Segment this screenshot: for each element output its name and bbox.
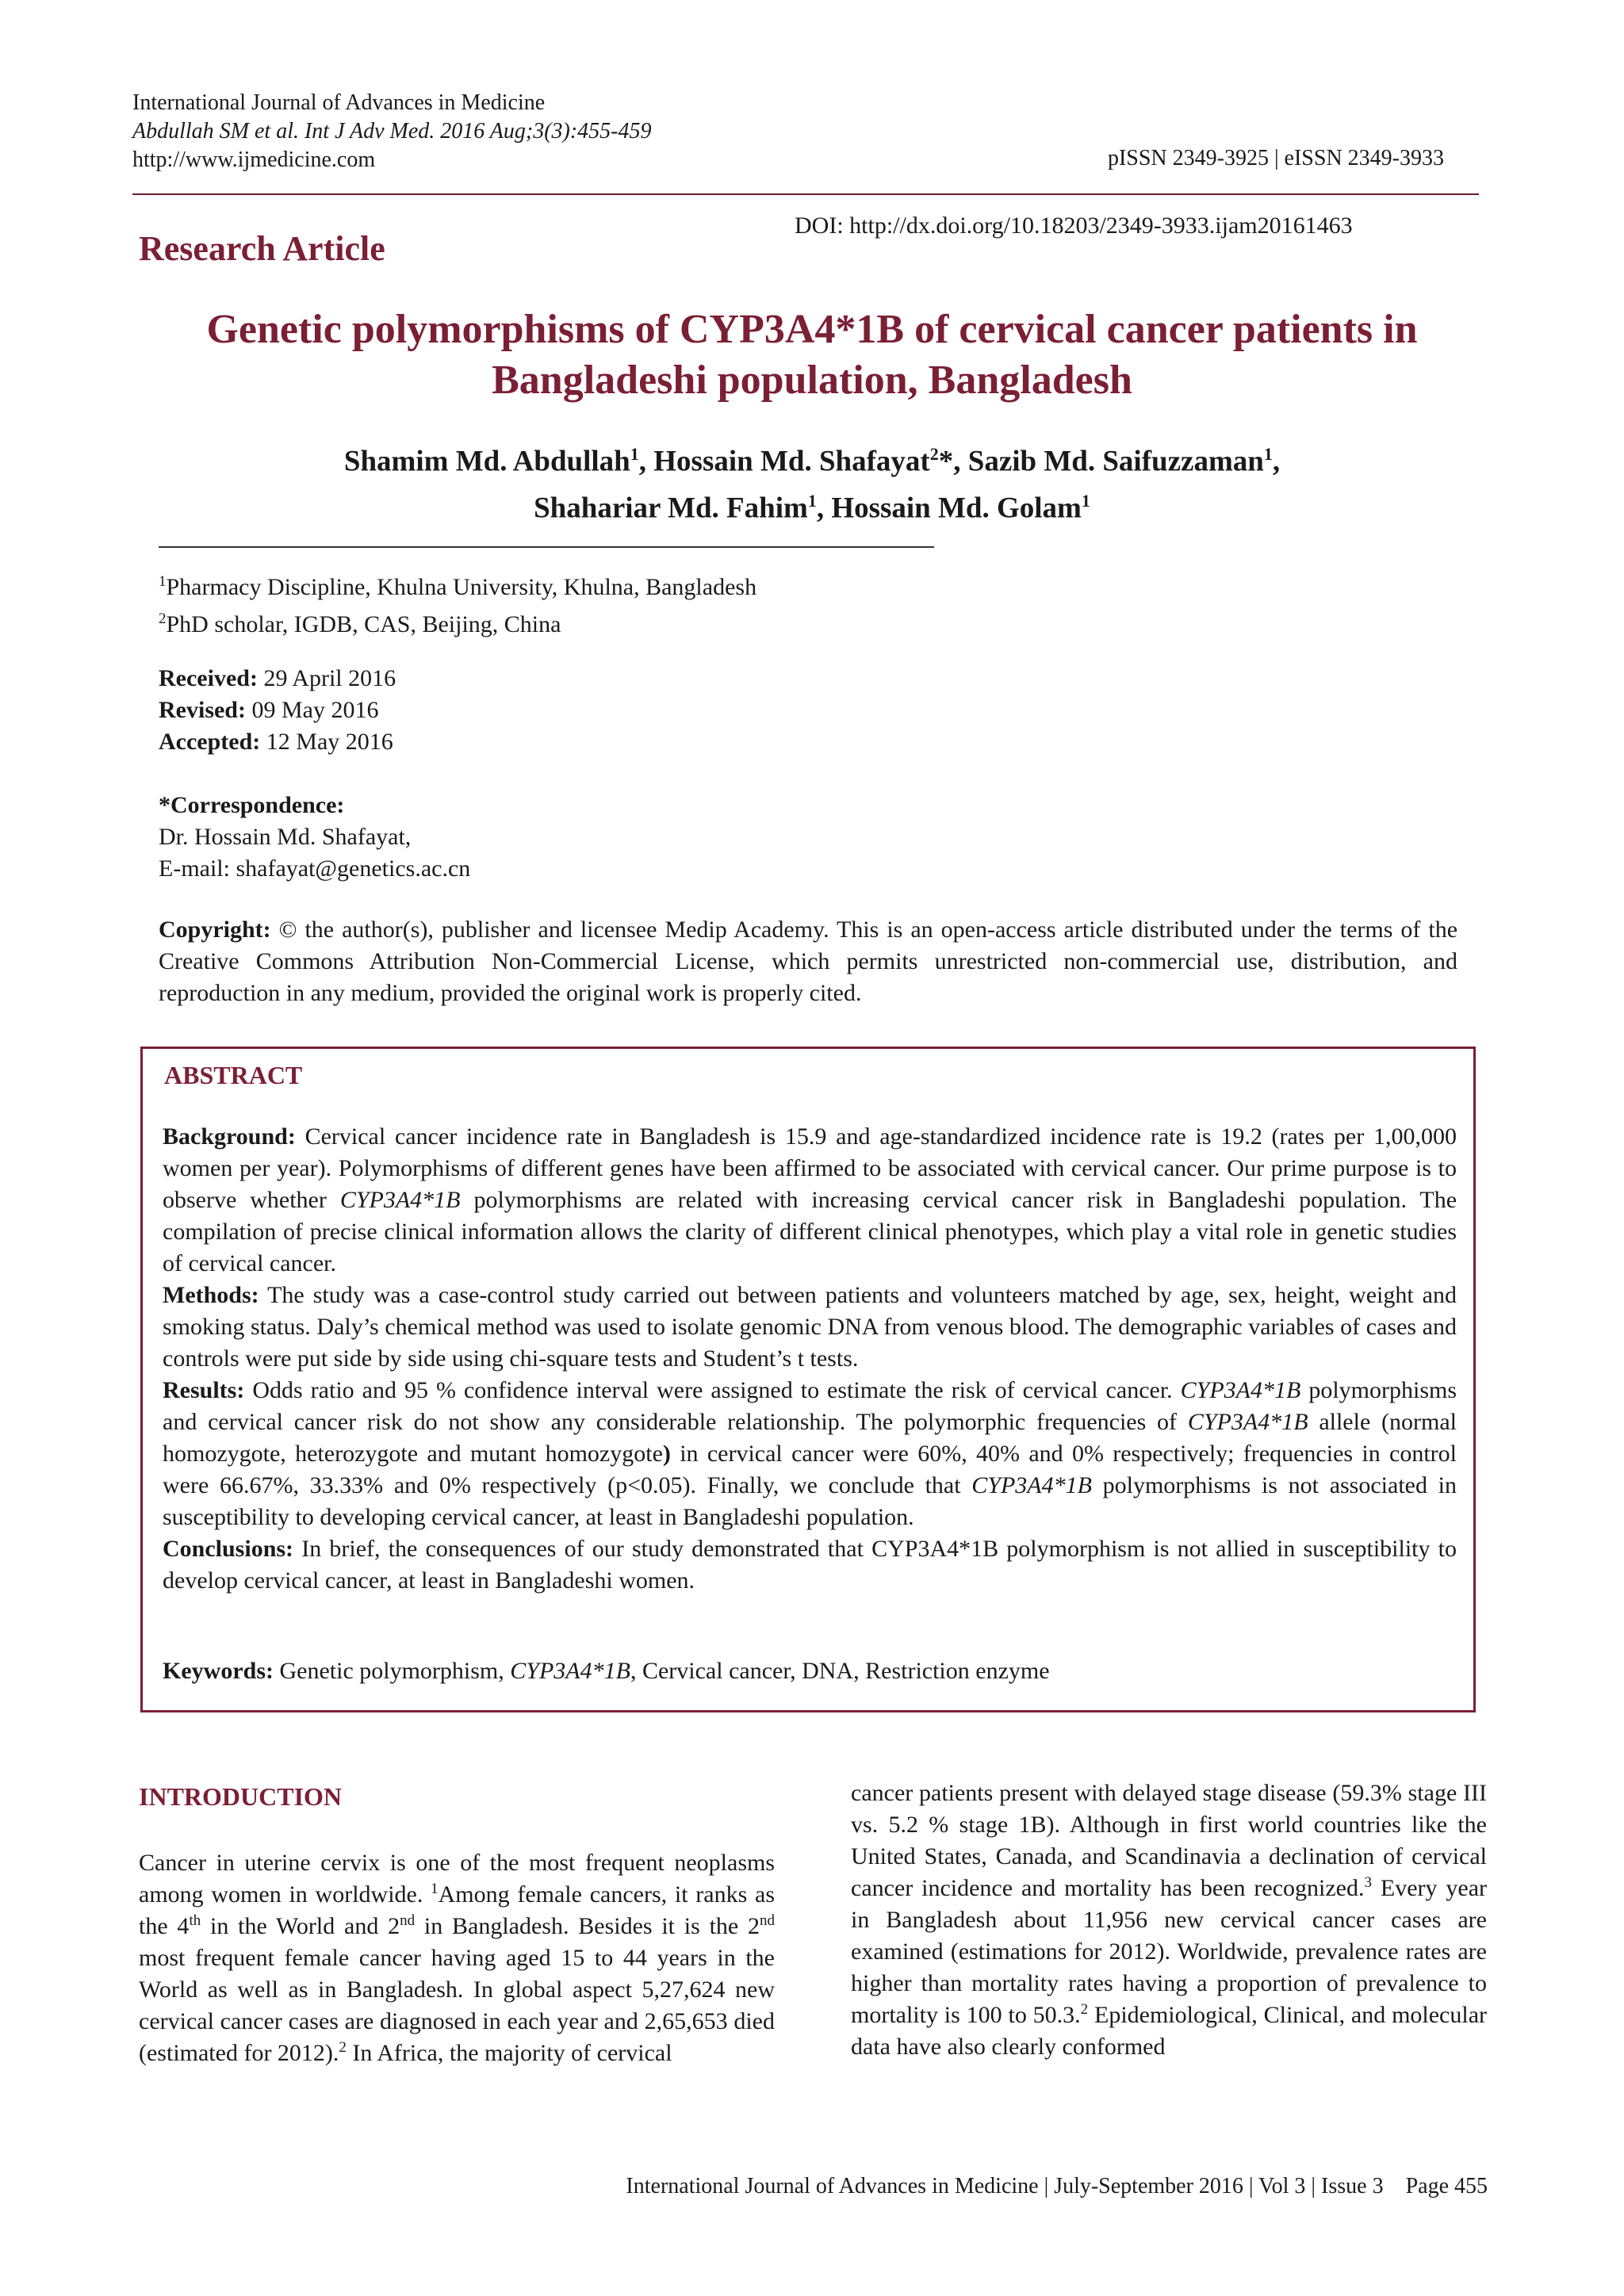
author-name: Shamim Md. Abdullah [343,445,630,478]
abstract-conclusions [163,1533,1457,1597]
citation: Abdullah SM et al. Int J Adv Med. 2016 Aug;3(3):455-459 [132,119,652,144]
journal-url[interactable]: http://www.ijmedicine.com [132,147,376,172]
issn: pISSN 2349-3925 | eISSN 2349-3933 [1107,146,1444,170]
received-date [159,663,396,695]
citation-ref[interactable]: 2 [1080,2001,1089,2018]
introduction-right-column [851,1777,1487,2063]
intro-text: Among female cancers, it ranks as the 4 [139,1881,775,1939]
affiliation-text: Pharmacy Discipline, Khulna University, Khulna, Bangladesh [166,574,757,600]
keywords-text-1: Genetic polymorphism, [279,1658,504,1684]
gene-name: CYP3A4*1B [1180,1377,1301,1403]
correspondence-name: Dr. Hossain Md. Shafayat, [159,824,412,850]
affiliation-number: 2 [159,610,167,627]
author-affiliation-mark: 1 [630,444,639,464]
accepted-value: 12 May 2016 [266,729,393,755]
author-name: Sazib Md. Saifuzzaman [967,445,1264,478]
intro-text: In Africa, the majority of cervical [352,2040,672,2066]
paper-title [95,304,1529,406]
superscript-nd: nd [400,1912,416,1929]
background-text-1: Cervical cancer incidence rate in Bangladesh is 15.9 and age-standardized incidence rate is 19.2 (rates per 1,00,000 women per year). Polymorphisms of different genes have been affirmed to be associated with cervical cancer. Our prime purpose is to observe whether [163,1123,1457,1213]
authors-line-1: Shamim Md. Abdullah$^1$, Hossain Md. Shafayat$^2$*, Sazib Md. Saifuzzaman$^1$, [343,444,1281,478]
affiliation-text: PhD scholar, IGDB, CAS, Beijing, China [166,611,561,637]
received-value: 29 April 2016 [263,665,396,691]
affiliations [159,566,756,641]
superscript-nd: nd [760,1912,776,1929]
abstract-body [163,1121,1457,1597]
intro-text: most frequent female cancer having aged 15 to 44 years in the World as well as in Bangladesh. In global aspect 5,27,624 new cervical cancer cases are diagnosed in each year and 2,65,653 died (estimated for 2012). [139,1945,775,2066]
introduction-left-column [139,1847,775,2069]
results-text-5: polymorphisms is not associated in susceptibility to developing cervical cancer, at least in Bangladeshi population. [163,1472,1457,1530]
correspondence-label: *Correspondence: [159,792,345,818]
affiliation-rule [159,546,934,548]
conclusions-label: Conclusions: [163,1536,294,1562]
author-affiliation-mark: 2 [929,444,939,464]
received-label: Received: [159,665,258,691]
gene-name: CYP3A4*1B [510,1658,630,1684]
superscript-th: th [189,1912,201,1929]
author-list [95,434,1529,529]
title-line-2: Bangladeshi population, Bangladesh [492,358,1132,403]
author-name: Hossain Md. Golam [831,492,1082,525]
conclusions-text: In brief, the consequences of our study demonstrated that CYP3A4*1B polymorphism is not allied in susceptibility to develop cervical cancer, at least in Bangladeshi women. [163,1536,1457,1594]
header-rule [132,193,1479,195]
doi-link[interactable]: DOI: http://dx.doi.org/10.18203/2349-3933.ijam20161463 [795,212,1353,239]
results-text-3: allele (normal homozygote, heterozygote and mutant homozygote [163,1409,1457,1467]
accepted-date [159,726,396,758]
revised-label: Revised: [159,697,246,723]
page-footer: International Journal of Advances in Medicine | July-September 2016 | Vol 3 | Issue 3 Page 455 [626,2174,1488,2198]
citation-ref[interactable]: 2 [339,2039,347,2056]
abstract-background [163,1121,1457,1280]
intro-text: Cancer in uterine cervix is one of the most frequent neoplasms among women in worldwide. [139,1850,775,1908]
author-affiliation-mark: 1 [1081,491,1090,511]
correspondence [159,790,470,885]
results-text-2: polymorphisms and cervical cancer risk do not show any considerable relationship. The polymorphic frequencies of [163,1377,1457,1435]
methods-label: Methods: [163,1282,259,1308]
keywords [163,1655,1457,1687]
results-text-1: Odds ratio and 95 % confidence interval were assigned to estimate the risk of cervical cancer. [252,1377,1173,1403]
copyright-text: © the author(s), publisher and licensee Medip Academy. This is an open-access article distributed under the terms of the Creative Commons Attribution Non-Commercial License, which permits unrestricted non-commercial use, distribution, and reproduction in any medium, provided the original work is properly cited. [159,916,1458,1006]
journal-name: International Journal of Advances in Medicine [132,90,546,115]
intro-text: in the World and 2 [210,1913,400,1939]
article-type: Research Article [139,229,385,268]
revised-date [159,695,396,726]
affiliation-item [159,566,756,603]
citation-ref[interactable]: 3 [1364,1874,1372,1891]
correspondence-email[interactable]: E-mail: shafayat@genetics.ac.cn [159,855,471,882]
affiliation-number: 1 [159,573,167,590]
article-dates [159,663,396,758]
keywords-text-2: , Cervical cancer, DNA, Restriction enzyme [630,1658,1050,1684]
abstract-results [163,1375,1457,1533]
intro-text: cancer patients present with delayed stage disease (59.3% stage III vs. 5.2 % stage 1B). Although in first world countries like the United States, Canada, and Scandinavia a declination of cervical cancer incidence and mortality has been recognized. [851,1780,1487,1901]
citation-ref[interactable]: 1 [431,1881,439,1897]
affiliation-item [159,603,756,641]
gene-name: CYP3A4*1B [339,1187,461,1213]
author-affiliation-mark: 1 [1263,444,1273,464]
intro-text: Epidemiological, Clinical, and molecular data have also clearly conformed [851,2002,1488,2060]
gene-name: CYP3A4*1B [1187,1409,1308,1435]
introduction-heading: INTRODUCTION [139,1782,343,1811]
abstract-methods [163,1280,1457,1375]
keywords-label: Keywords: [163,1658,274,1684]
copyright-label: Copyright: [159,916,271,943]
results-text-4: in cervical cancer were 60%, 40% and 0% respectively; frequencies in control were 66.67%, 33.33% and 0% respectively (p<0.05). Finally, we conclude that [163,1441,1457,1498]
author-name: Hossain Md. Shafayat [653,445,930,478]
author-name: Shahariar Md. Fahim [534,492,808,525]
title-line-1: Genetic polymorphisms of CYP3A4*1B of cervical cancer patients in [206,307,1418,352]
background-label: Background: [163,1123,296,1150]
revised-value: 09 May 2016 [251,697,379,723]
accepted-label: Accepted: [159,729,261,755]
copyright-notice [159,914,1457,1009]
results-paren: ) [662,1441,671,1467]
abstract-heading: ABSTRACT [164,1061,303,1089]
intro-text: Every year in Bangladesh about 11,956 new cervical cancer cases are examined (estimations for 2012). Worldwide, prevalence rates are higher than mortality rates having a proportion of prevalence to mortality is 100 to 50.3. [851,1875,1488,2028]
background-text-2: polymorphisms are related with increasing cervical cancer risk in Bangladeshi population. The compilation of precise clinical information allows the clarity of different clinical phenotypes, which play a vital role in genetic studies of cervical cancer. [163,1187,1457,1276]
authors-line-2: Shahariar Md. Fahim$^1$, Hossain Md. Golam$^1$ [534,491,1090,525]
gene-name: CYP3A4*1B [971,1472,1092,1498]
methods-text: The study was a case-control study carried out between patients and volunteers matched by age, sex, height, weight and smoking status. Daly’s chemical method was used to isolate genomic DNA from venous blood. The demographic variables of cases and controls were put side by side using chi-square tests and Student’s t tests. [163,1282,1457,1372]
author-affiliation-mark: 1 [807,491,817,511]
results-label: Results: [163,1377,245,1403]
intro-text: in Bangladesh. Besides it is the 2 [423,1913,760,1939]
